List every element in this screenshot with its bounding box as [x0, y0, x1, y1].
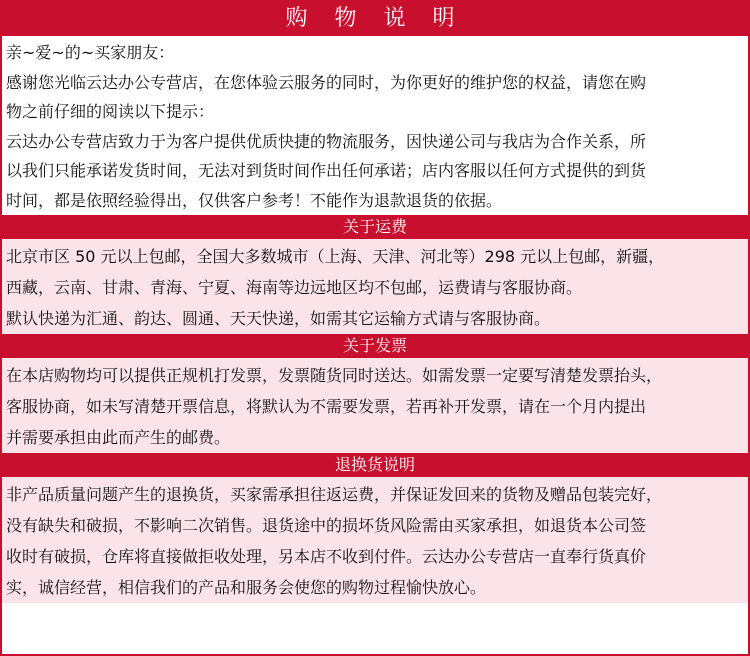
shipping-line: 西藏，云南、甘肃、青海、宁夏、海南等边远地区均不包邮，运费请与客服协商。: [6, 278, 583, 297]
intro-line: 物之前仔细的阅读以下提示：: [6, 102, 215, 121]
invoice-section-header: 关于发票: [2, 334, 748, 358]
invoice-line: 并需要承担由此而产生的邮费。: [6, 428, 231, 447]
returns-section: [2, 477, 748, 603]
intro-line: 云达办公专营店致力于为客户提供优质快捷的物流服务，因快递公司与我店为合作关系，所: [6, 131, 647, 151]
intro-line: 亲~爱~的~买家朋友：: [6, 43, 175, 62]
invoice-section: [2, 358, 748, 453]
shipping-line: 默认快递为汇通、韵达、圆通、天天快递，如需其它运输方式请与客服协商。: [6, 309, 551, 328]
returns-section-header: 退换货说明: [2, 453, 748, 477]
invoice-line: 在本店购物均可以提供正规机打发票，发票随货同时送达。如需发票一定要写清楚发票抬头，: [6, 366, 663, 385]
intro-line: 感谢您光临云达办公专营店，在您体验云服务的同时，为你更好的维护您的权益，请您在购: [6, 72, 647, 92]
intro-line: 时间，都是依照经验得出，仅供客户参考！不能作为退款退货的依据。: [6, 190, 503, 210]
returns-line: 实，诚信经营，相信我们的产品和服务会使您的购物过程愉快放心。: [6, 578, 487, 597]
shipping-section-header: 关于运费: [2, 215, 748, 239]
returns-line: 收时有破损，仓库将直接做拒收处理，另本店不收到付件。云达办公专营店一直奉行货真价: [6, 547, 647, 566]
page-title: 购 物 说 明: [2, 2, 748, 36]
returns-line: 没有缺失和破损，不影响二次销售。退货途中的损坏货风险需由买家承担，如退货本公司签: [6, 516, 647, 535]
shipping-line: 北京市区 50 元以上包邮，全国大多数城市（上海、天津、河北等）298 元以上包邮，新疆，: [6, 247, 665, 266]
intro-line: 以我们只能承诺发货时间，无法对到货时间作出任何承诺；店内客服以任何方式提供的到货: [6, 161, 647, 180]
intro-section: [2, 36, 748, 215]
invoice-line: 客服协商，如未写清楚开票信息，将默认为不需要发票，若再补开发票，请在一个月内提出: [6, 397, 647, 416]
shipping-section: [2, 239, 748, 334]
returns-line: 非产品质量问题产生的退换货，买家需承担往返运费，并保证发回来的货物及赠品包装完好，: [6, 485, 663, 504]
